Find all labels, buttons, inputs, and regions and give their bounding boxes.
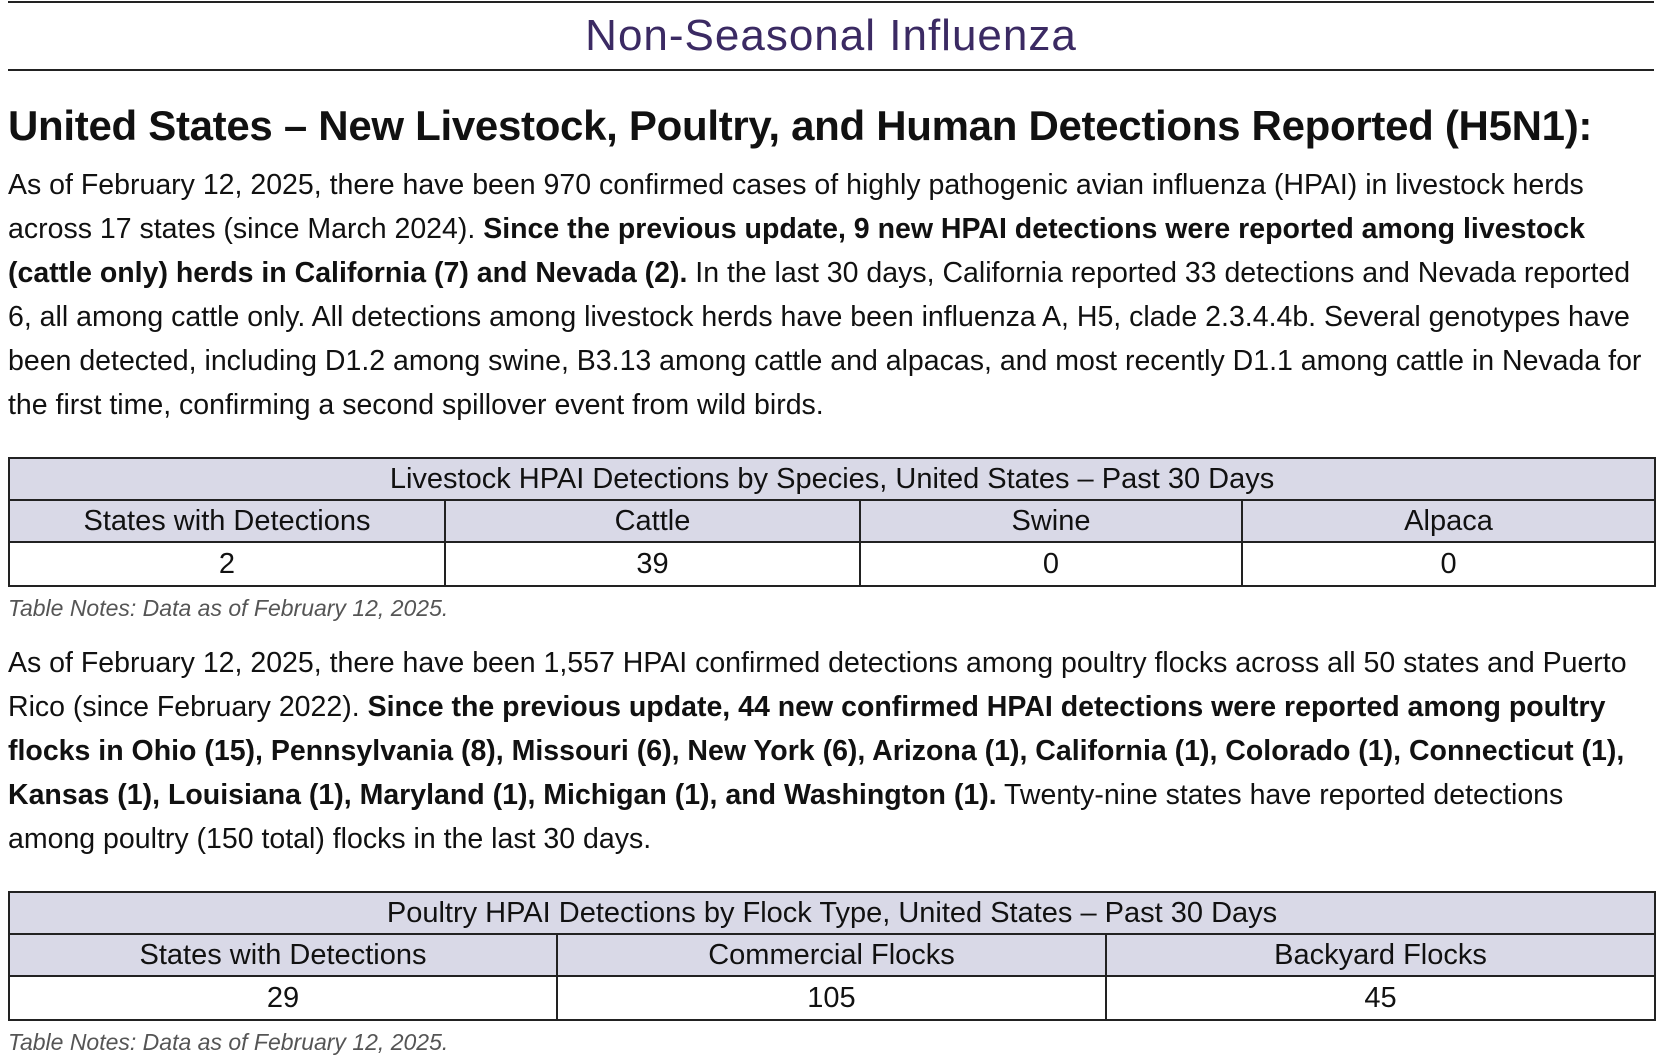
- livestock-value-states: 2: [9, 542, 445, 586]
- livestock-value-cattle: 39: [445, 542, 860, 586]
- livestock-paragraph-bold: Since the previous update, 9 new HPAI detections were reported among livestock (cattle only) herds in California (7) and Nevada (2).: [8, 213, 1585, 290]
- poultry-table-notes: Table Notes: Data as of February 12, 2025.: [8, 1029, 449, 1056]
- livestock-table-title: Livestock HPAI Detections by Species, United States – Past 30 Days: [9, 458, 1655, 500]
- poultry-paragraph-text-1: As of February 12, 2025, there have been 1,557 HPAI confirmed detections among poultry flocks across all 50 states and Puerto Rico (since February 2022).: [8, 647, 1627, 724]
- poultry-header-states: States with Detections: [9, 934, 557, 976]
- poultry-paragraph-text-2: Twenty-nine states have reported detections among poultry (150 total) flocks in the last 30 days.: [8, 779, 1564, 856]
- livestock-table-value-row: [9, 542, 1655, 586]
- poultry-paragraph-bold: Since the previous update, 44 new confirmed HPAI detections were reported among poultry flocks in Ohio (15), Pennsylvania (8), Missouri (6), New York (6), Arizona (1), California (1), Colorado (1), Connecticut (1), Kansas (1), Louisiana (1), Maryland (1), Michigan (1), and Washington (1).: [8, 691, 1625, 812]
- poultry-table-value-row: [9, 976, 1655, 1020]
- poultry-header-backyard: Backyard Flocks: [1106, 934, 1655, 976]
- livestock-value-swine: 0: [860, 542, 1242, 586]
- poultry-paragraph: [8, 641, 1654, 861]
- poultry-value-states: 29: [9, 976, 557, 1020]
- livestock-value-alpaca: 0: [1242, 542, 1655, 586]
- livestock-header-states: States with Detections: [9, 500, 445, 542]
- poultry-value-commercial: 105: [557, 976, 1106, 1020]
- poultry-table-title-row: [9, 892, 1655, 934]
- poultry-table: [8, 891, 1656, 1021]
- poultry-value-backyard: 45: [1106, 976, 1655, 1020]
- livestock-header-cattle: Cattle: [445, 500, 860, 542]
- livestock-table: [8, 457, 1656, 587]
- livestock-table-title-row: [9, 458, 1655, 500]
- report-page: [0, 1, 1662, 1056]
- section-header: [8, 1, 1654, 71]
- poultry-table-header-row: [9, 934, 1655, 976]
- livestock-header-alpaca: Alpaca: [1242, 500, 1655, 542]
- livestock-paragraph-text-2: In the last 30 days, California reported 33 detections and Nevada reported 6, all among cattle only. All detections among livestock herds have been influenza A, H5, clade 2.3.4.4b. Several genotypes have been detected, including D1.2 among swine, B3.13 among cattle and alpacas, and most recently D1.1 among cattle in Nevada for the first time, confirming a second spillover event from wild birds.: [8, 257, 1642, 422]
- poultry-table-title: Poultry HPAI Detections by Flock Type, United States – Past 30 Days: [9, 892, 1655, 934]
- livestock-header-swine: Swine: [860, 500, 1242, 542]
- livestock-paragraph: [8, 163, 1654, 427]
- livestock-table-header-row: [9, 500, 1655, 542]
- livestock-table-notes: Table Notes: Data as of February 12, 2025.: [8, 595, 449, 622]
- main-heading: United States – New Livestock, Poultry, and Human Detections Reported (H5N1):: [8, 102, 1593, 149]
- poultry-header-commercial: Commercial Flocks: [557, 934, 1106, 976]
- livestock-paragraph-text-1: As of February 12, 2025, there have been 970 confirmed cases of highly pathogenic avian influenza (HPAI) in livestock herds across 17 states (since March 2024).: [8, 169, 1584, 246]
- section-title: Non-Seasonal Influenza: [585, 11, 1077, 60]
